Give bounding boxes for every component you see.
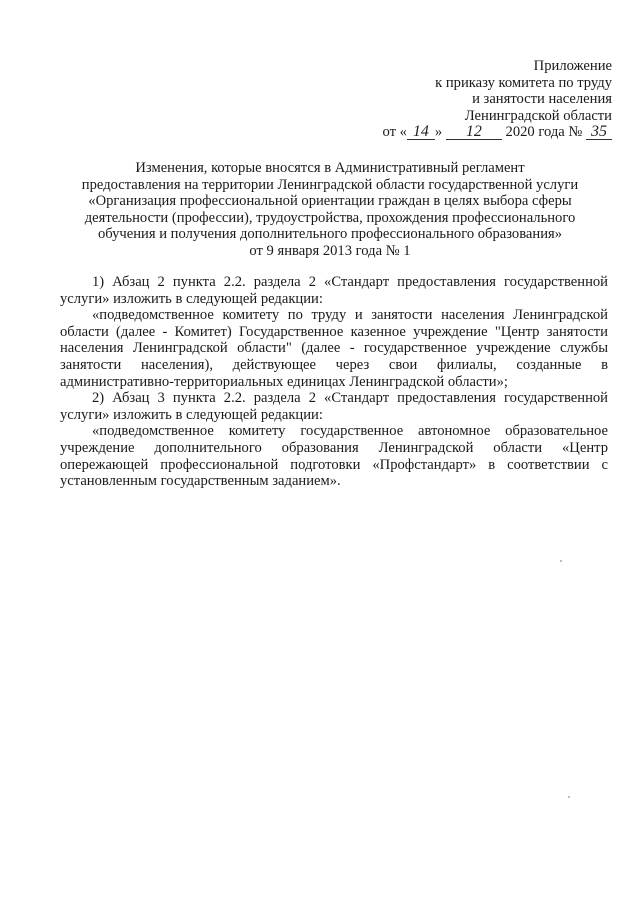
appendix-header (292, 58, 612, 141)
paragraph-item-1: 1) Абзац 2 пункта 2.2. раздела 2 «Стандарт предоставления государственной услуги» изложить в следующей редакции: (60, 274, 608, 307)
title-line: предоставления на территории Ленинградской области государственной услуги (81, 176, 579, 193)
paragraph-item-2: 2) Абзац 3 пункта 2.2. раздела 2 «Стандарт предоставления государственной услуги» изложить в следующей редакции: (60, 390, 608, 423)
order-date-line (292, 124, 612, 141)
order-reference: к приказу комитета по труду (435, 74, 612, 91)
title-line: деятельности (профессии), трудоустройства, прохождения профессионального (84, 209, 576, 226)
date-month-handwritten: 12 (446, 124, 502, 140)
title-line: Изменения, которые вносятся в Административный регламент (135, 160, 525, 176)
title-date-line: от 9 января 2013 года № 1 (249, 242, 411, 259)
order-reference-line3: Ленинградской области (464, 107, 612, 124)
document-body (60, 274, 608, 490)
appendix-label: Приложение (533, 58, 612, 74)
scan-speck (560, 560, 562, 562)
title-line: обучения и получения дополнительного профессионального образования» (97, 226, 563, 243)
document-title (60, 160, 600, 260)
date-year: 2020 года № (505, 124, 583, 141)
scan-speck (568, 796, 570, 798)
date-day-handwritten: 14 (407, 124, 435, 140)
doc-number-handwritten: 35 (586, 124, 612, 140)
paragraph-quote-2: «подведомственное комитету государственное автономное образовательное учреждение дополнительного образования Ленинградской области «Центр опережающей профессиональной подготовки «Профстандарт» в соответствии с установленным государственным заданием». (60, 423, 608, 490)
order-reference-line2: и занятости населения (472, 91, 612, 108)
date-mid: » (434, 124, 443, 141)
paragraph-quote-1: «подведомственное комитету по труду и занятости населения Ленинградской области (далее - Комитет) Государственное казенное учреждение "Центр занятости населения Ленинградской области" (далее - государственное учреждение службы занятости населения), действующее через свои филиалы, созданные в административно-территориальных единицах Ленинградской области»; (60, 307, 608, 390)
date-prefix: от « (382, 124, 407, 141)
title-line: «Организация профессиональной ориентации граждан в целях выбора сферы (88, 193, 572, 210)
